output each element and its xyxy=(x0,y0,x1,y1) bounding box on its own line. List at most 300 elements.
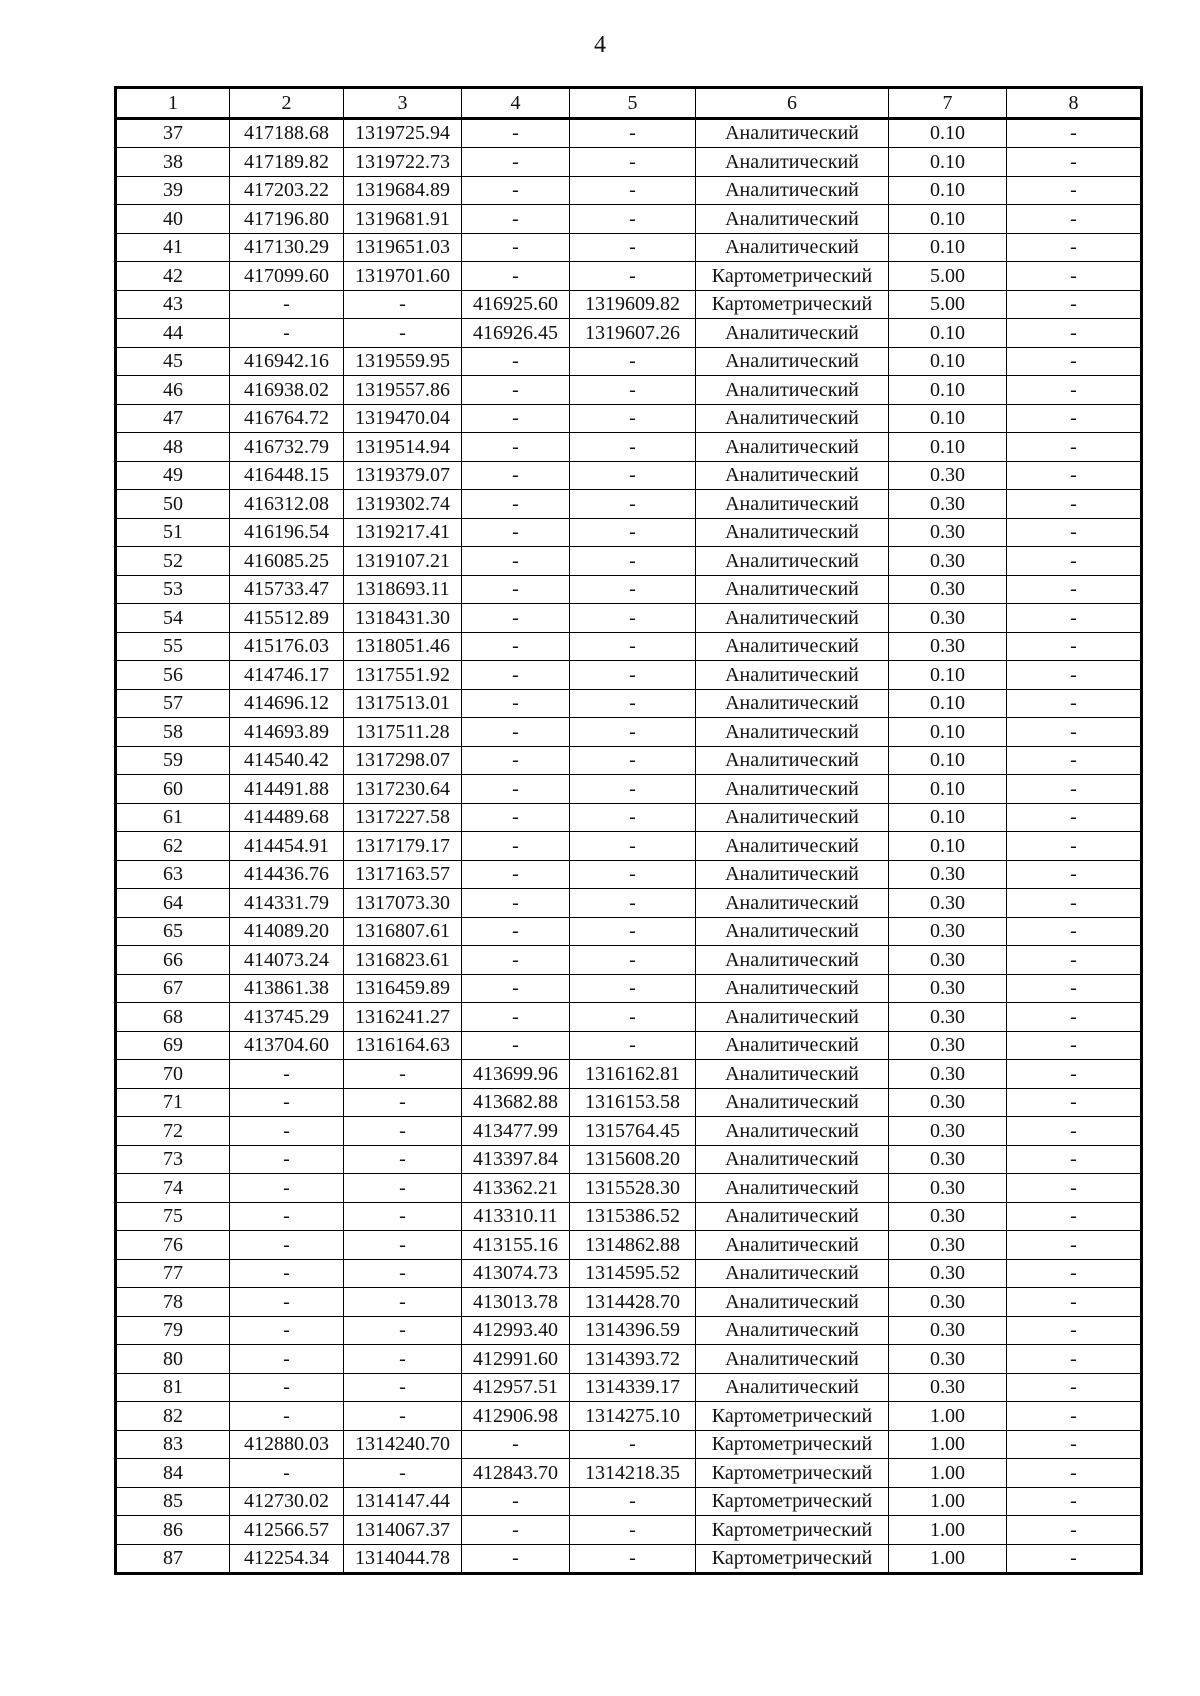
cell-accuracy: 0.30 xyxy=(889,946,1007,975)
cell-coord-x-new: - xyxy=(462,775,570,804)
cell-accuracy: 0.30 xyxy=(889,547,1007,576)
cell-description: - xyxy=(1007,118,1142,148)
table-row xyxy=(116,974,1142,1003)
cell-description: - xyxy=(1007,1288,1142,1317)
table-row xyxy=(116,404,1142,433)
cell-coord-y-existing: 1318051.46 xyxy=(344,632,462,661)
table-row xyxy=(116,1060,1142,1089)
cell-point-number: 73 xyxy=(116,1145,230,1174)
cell-coord-x-new: - xyxy=(462,1544,570,1574)
cell-coord-y-new: 1314428.70 xyxy=(570,1288,696,1317)
cell-coord-y-existing: - xyxy=(344,1373,462,1402)
cell-coord-y-existing: - xyxy=(344,290,462,319)
cell-method: Аналитический xyxy=(696,1060,889,1089)
cell-coord-x-new: 413310.11 xyxy=(462,1202,570,1231)
cell-coord-y-new: - xyxy=(570,718,696,747)
cell-accuracy: 1.00 xyxy=(889,1487,1007,1516)
cell-method: Аналитический xyxy=(696,518,889,547)
cell-accuracy: 1.00 xyxy=(889,1459,1007,1488)
cell-coord-x-existing: 414746.17 xyxy=(230,661,344,690)
cell-coord-y-existing: - xyxy=(344,1259,462,1288)
cell-accuracy: 0.30 xyxy=(889,1117,1007,1146)
cell-coord-y-existing: 1316241.27 xyxy=(344,1003,462,1032)
cell-coord-y-existing: 1319379.07 xyxy=(344,461,462,490)
cell-coord-x-new: 413074.73 xyxy=(462,1259,570,1288)
cell-coord-y-new: - xyxy=(570,176,696,205)
cell-description: - xyxy=(1007,376,1142,405)
cell-accuracy: 0.30 xyxy=(889,917,1007,946)
cell-description: - xyxy=(1007,1117,1142,1146)
cell-point-number: 59 xyxy=(116,746,230,775)
cell-method: Аналитический xyxy=(696,860,889,889)
cell-coord-y-existing: - xyxy=(344,319,462,348)
table-row xyxy=(116,632,1142,661)
cell-coord-y-new: - xyxy=(570,746,696,775)
cell-accuracy: 0.30 xyxy=(889,1231,1007,1260)
cell-coord-x-new: 413155.16 xyxy=(462,1231,570,1260)
cell-coord-x-new: - xyxy=(462,746,570,775)
cell-description: - xyxy=(1007,433,1142,462)
cell-coord-x-new: - xyxy=(462,1487,570,1516)
cell-accuracy: 0.10 xyxy=(889,319,1007,348)
cell-coord-x-existing: 414454.91 xyxy=(230,832,344,861)
cell-point-number: 37 xyxy=(116,118,230,148)
cell-point-number: 42 xyxy=(116,262,230,291)
cell-accuracy: 0.30 xyxy=(889,604,1007,633)
table-row xyxy=(116,1031,1142,1060)
table-row xyxy=(116,376,1142,405)
cell-description: - xyxy=(1007,1174,1142,1203)
cell-point-number: 67 xyxy=(116,974,230,1003)
cell-accuracy: 0.10 xyxy=(889,404,1007,433)
cell-coord-y-new: 1314275.10 xyxy=(570,1402,696,1431)
cell-method: Аналитический xyxy=(696,547,889,576)
cell-coord-y-existing: 1319557.86 xyxy=(344,376,462,405)
cell-coord-y-new: - xyxy=(570,1516,696,1545)
cell-coord-y-new: - xyxy=(570,1003,696,1032)
cell-point-number: 75 xyxy=(116,1202,230,1231)
cell-point-number: 69 xyxy=(116,1031,230,1060)
cell-coord-x-new: - xyxy=(462,1031,570,1060)
cell-coord-x-new: - xyxy=(462,946,570,975)
cell-coord-y-existing: 1314147.44 xyxy=(344,1487,462,1516)
cell-coord-y-new: 1314339.17 xyxy=(570,1373,696,1402)
column-header-4: 4 xyxy=(462,88,570,119)
column-header-2: 2 xyxy=(230,88,344,119)
cell-description: - xyxy=(1007,1373,1142,1402)
cell-coord-y-new: - xyxy=(570,376,696,405)
cell-description: - xyxy=(1007,632,1142,661)
cell-method: Аналитический xyxy=(696,205,889,234)
cell-coord-y-existing: 1317513.01 xyxy=(344,689,462,718)
cell-point-number: 43 xyxy=(116,290,230,319)
cell-coord-y-new: - xyxy=(570,689,696,718)
cell-description: - xyxy=(1007,661,1142,690)
table-row xyxy=(116,1430,1142,1459)
cell-method: Аналитический xyxy=(696,1231,889,1260)
cell-description: - xyxy=(1007,1202,1142,1231)
cell-description: - xyxy=(1007,461,1142,490)
cell-method: Аналитический xyxy=(696,575,889,604)
cell-coord-x-new: - xyxy=(462,1430,570,1459)
cell-description: - xyxy=(1007,889,1142,918)
cell-method: Аналитический xyxy=(696,319,889,348)
table-row xyxy=(116,118,1142,148)
cell-coord-x-new: - xyxy=(462,148,570,177)
cell-coord-y-existing: - xyxy=(344,1145,462,1174)
cell-accuracy: 0.10 xyxy=(889,233,1007,262)
table-row xyxy=(116,803,1142,832)
cell-description: - xyxy=(1007,1516,1142,1545)
cell-method: Картометрический xyxy=(696,1516,889,1545)
cell-description: - xyxy=(1007,1487,1142,1516)
cell-method: Аналитический xyxy=(696,1202,889,1231)
cell-coord-y-new: - xyxy=(570,490,696,519)
column-header-3: 3 xyxy=(344,88,462,119)
cell-point-number: 56 xyxy=(116,661,230,690)
table-row xyxy=(116,461,1142,490)
cell-coord-y-existing: 1317179.17 xyxy=(344,832,462,861)
table-row xyxy=(116,1316,1142,1345)
cell-method: Аналитический xyxy=(696,1345,889,1374)
cell-coord-x-existing: 414696.12 xyxy=(230,689,344,718)
column-header-5: 5 xyxy=(570,88,696,119)
cell-description: - xyxy=(1007,1316,1142,1345)
cell-coord-x-existing: 416938.02 xyxy=(230,376,344,405)
cell-description: - xyxy=(1007,718,1142,747)
table-row xyxy=(116,746,1142,775)
cell-coord-y-existing: 1316164.63 xyxy=(344,1031,462,1060)
cell-accuracy: 0.30 xyxy=(889,860,1007,889)
cell-coord-y-new: 1314862.88 xyxy=(570,1231,696,1260)
cell-coord-y-new: - xyxy=(570,575,696,604)
cell-coord-x-new: - xyxy=(462,233,570,262)
cell-coord-x-new: - xyxy=(462,433,570,462)
cell-method: Аналитический xyxy=(696,1174,889,1203)
cell-coord-x-new: 416926.45 xyxy=(462,319,570,348)
cell-coord-y-new: - xyxy=(570,1031,696,1060)
cell-coord-x-existing: - xyxy=(230,1202,344,1231)
cell-method: Аналитический xyxy=(696,661,889,690)
cell-coord-x-existing: - xyxy=(230,1459,344,1488)
cell-method: Аналитический xyxy=(696,775,889,804)
table-row xyxy=(116,518,1142,547)
cell-coord-y-existing: - xyxy=(344,1288,462,1317)
cell-coord-x-existing: - xyxy=(230,1231,344,1260)
cell-point-number: 52 xyxy=(116,547,230,576)
cell-description: - xyxy=(1007,604,1142,633)
table-row xyxy=(116,661,1142,690)
table-row xyxy=(116,1516,1142,1545)
table-row xyxy=(116,860,1142,889)
cell-coord-y-new: - xyxy=(570,518,696,547)
cell-point-number: 62 xyxy=(116,832,230,861)
cell-coord-x-new: - xyxy=(462,490,570,519)
cell-point-number: 58 xyxy=(116,718,230,747)
cell-coord-x-existing: 414540.42 xyxy=(230,746,344,775)
cell-coord-x-new: - xyxy=(462,404,570,433)
table-row xyxy=(116,1003,1142,1032)
cell-coord-y-new: - xyxy=(570,803,696,832)
cell-method: Картометрический xyxy=(696,1544,889,1574)
cell-method: Аналитический xyxy=(696,1145,889,1174)
cell-coord-x-new: - xyxy=(462,860,570,889)
cell-coord-x-existing: - xyxy=(230,1373,344,1402)
cell-description: - xyxy=(1007,347,1142,376)
cell-coord-y-new: 1315608.20 xyxy=(570,1145,696,1174)
cell-coord-y-existing: 1319559.95 xyxy=(344,347,462,376)
cell-coord-x-existing: 414073.24 xyxy=(230,946,344,975)
cell-method: Аналитический xyxy=(696,176,889,205)
cell-method: Аналитический xyxy=(696,604,889,633)
table-row xyxy=(116,917,1142,946)
cell-coord-x-new: 413362.21 xyxy=(462,1174,570,1203)
cell-coord-y-existing: 1317227.58 xyxy=(344,803,462,832)
cell-accuracy: 0.10 xyxy=(889,775,1007,804)
cell-coord-x-existing: 416196.54 xyxy=(230,518,344,547)
table-row xyxy=(116,205,1142,234)
cell-coord-y-new: - xyxy=(570,604,696,633)
cell-description: - xyxy=(1007,1459,1142,1488)
cell-description: - xyxy=(1007,1345,1142,1374)
cell-coord-x-new: 412906.98 xyxy=(462,1402,570,1431)
cell-coord-x-new: - xyxy=(462,547,570,576)
cell-description: - xyxy=(1007,205,1142,234)
cell-point-number: 40 xyxy=(116,205,230,234)
cell-accuracy: 0.10 xyxy=(889,661,1007,690)
column-header-1: 1 xyxy=(116,88,230,119)
cell-coord-x-existing: 413704.60 xyxy=(230,1031,344,1060)
table-row xyxy=(116,262,1142,291)
cell-description: - xyxy=(1007,1003,1142,1032)
page-number: 4 xyxy=(594,32,606,58)
cell-method: Аналитический xyxy=(696,1316,889,1345)
cell-coord-y-existing: 1319722.73 xyxy=(344,148,462,177)
cell-method: Аналитический xyxy=(696,1288,889,1317)
table-row xyxy=(116,319,1142,348)
cell-point-number: 50 xyxy=(116,490,230,519)
cell-coord-y-new: - xyxy=(570,433,696,462)
cell-method: Аналитический xyxy=(696,461,889,490)
cell-coord-x-new: - xyxy=(462,575,570,604)
cell-coord-y-new: - xyxy=(570,661,696,690)
cell-coord-x-new: - xyxy=(462,347,570,376)
cell-accuracy: 0.30 xyxy=(889,1202,1007,1231)
cell-point-number: 63 xyxy=(116,860,230,889)
cell-description: - xyxy=(1007,974,1142,1003)
table-row xyxy=(116,547,1142,576)
cell-coord-y-new: - xyxy=(570,148,696,177)
cell-description: - xyxy=(1007,1430,1142,1459)
cell-coord-x-new: - xyxy=(462,176,570,205)
cell-method: Аналитический xyxy=(696,1088,889,1117)
cell-coord-y-new: 1314218.35 xyxy=(570,1459,696,1488)
cell-accuracy: 1.00 xyxy=(889,1430,1007,1459)
cell-coord-y-new: 1315386.52 xyxy=(570,1202,696,1231)
cell-description: - xyxy=(1007,290,1142,319)
cell-method: Аналитический xyxy=(696,632,889,661)
table-row xyxy=(116,1231,1142,1260)
cell-accuracy: 0.10 xyxy=(889,376,1007,405)
cell-point-number: 54 xyxy=(116,604,230,633)
cell-coord-x-new: - xyxy=(462,661,570,690)
cell-point-number: 46 xyxy=(116,376,230,405)
cell-description: - xyxy=(1007,1231,1142,1260)
cell-coord-y-new: - xyxy=(570,118,696,148)
cell-method: Аналитический xyxy=(696,746,889,775)
cell-accuracy: 0.30 xyxy=(889,1003,1007,1032)
cell-description: - xyxy=(1007,860,1142,889)
cell-coord-x-new: - xyxy=(462,118,570,148)
cell-point-number: 68 xyxy=(116,1003,230,1032)
table-row xyxy=(116,1345,1142,1374)
cell-point-number: 74 xyxy=(116,1174,230,1203)
cell-description: - xyxy=(1007,319,1142,348)
cell-coord-x-new: - xyxy=(462,832,570,861)
cell-accuracy: 0.30 xyxy=(889,632,1007,661)
cell-point-number: 39 xyxy=(116,176,230,205)
table-row xyxy=(116,689,1142,718)
cell-coord-x-existing: - xyxy=(230,1117,344,1146)
cell-coord-y-new: - xyxy=(570,1430,696,1459)
cell-accuracy: 0.10 xyxy=(889,205,1007,234)
table-row xyxy=(116,1174,1142,1203)
table-row xyxy=(116,1487,1142,1516)
cell-description: - xyxy=(1007,575,1142,604)
cell-point-number: 78 xyxy=(116,1288,230,1317)
cell-coord-y-new: - xyxy=(570,205,696,234)
cell-coord-y-new: - xyxy=(570,347,696,376)
cell-coord-y-new: - xyxy=(570,547,696,576)
table-row xyxy=(116,1459,1142,1488)
cell-coord-x-existing: - xyxy=(230,290,344,319)
table-row xyxy=(116,1288,1142,1317)
cell-coord-y-existing: - xyxy=(344,1117,462,1146)
cell-method: Аналитический xyxy=(696,889,889,918)
cell-accuracy: 0.10 xyxy=(889,148,1007,177)
table-row xyxy=(116,889,1142,918)
cell-description: - xyxy=(1007,547,1142,576)
cell-coord-x-existing: 414491.88 xyxy=(230,775,344,804)
cell-accuracy: 0.10 xyxy=(889,118,1007,148)
cell-coord-x-existing: 415733.47 xyxy=(230,575,344,604)
cell-coord-x-existing: 414089.20 xyxy=(230,917,344,946)
cell-method: Аналитический xyxy=(696,148,889,177)
cell-description: - xyxy=(1007,1145,1142,1174)
cell-accuracy: 0.30 xyxy=(889,1345,1007,1374)
cell-coord-x-existing: 417189.82 xyxy=(230,148,344,177)
cell-method: Аналитический xyxy=(696,718,889,747)
cell-coord-x-new: - xyxy=(462,917,570,946)
cell-coord-y-existing: 1316459.89 xyxy=(344,974,462,1003)
cell-point-number: 77 xyxy=(116,1259,230,1288)
cell-coord-x-new: 413013.78 xyxy=(462,1288,570,1317)
cell-coord-x-existing: 412254.34 xyxy=(230,1544,344,1574)
table-row xyxy=(116,832,1142,861)
table-row xyxy=(116,575,1142,604)
cell-coord-y-existing: 1319514.94 xyxy=(344,433,462,462)
cell-coord-x-new: - xyxy=(462,461,570,490)
cell-coord-x-existing: - xyxy=(230,1345,344,1374)
cell-coord-x-new: - xyxy=(462,889,570,918)
cell-point-number: 64 xyxy=(116,889,230,918)
cell-coord-x-new: 413699.96 xyxy=(462,1060,570,1089)
cell-coord-x-new: - xyxy=(462,262,570,291)
cell-coord-x-existing: 416764.72 xyxy=(230,404,344,433)
cell-coord-y-new: 1316162.81 xyxy=(570,1060,696,1089)
cell-description: - xyxy=(1007,148,1142,177)
cell-coord-y-existing: 1318431.30 xyxy=(344,604,462,633)
cell-coord-y-new: 1319609.82 xyxy=(570,290,696,319)
cell-coord-x-existing: 415176.03 xyxy=(230,632,344,661)
cell-coord-y-new: - xyxy=(570,1544,696,1574)
table-row xyxy=(116,176,1142,205)
cell-method: Аналитический xyxy=(696,1031,889,1060)
table-row xyxy=(116,1544,1142,1574)
cell-accuracy: 0.30 xyxy=(889,1031,1007,1060)
cell-accuracy: 0.10 xyxy=(889,803,1007,832)
cell-coord-x-existing: 414331.79 xyxy=(230,889,344,918)
cell-coord-x-existing: 416732.79 xyxy=(230,433,344,462)
cell-description: - xyxy=(1007,176,1142,205)
cell-coord-y-existing: - xyxy=(344,1345,462,1374)
cell-coord-y-new: - xyxy=(570,404,696,433)
cell-point-number: 44 xyxy=(116,319,230,348)
cell-method: Аналитический xyxy=(696,1117,889,1146)
cell-method: Аналитический xyxy=(696,974,889,1003)
cell-description: - xyxy=(1007,1088,1142,1117)
cell-accuracy: 0.30 xyxy=(889,1060,1007,1089)
cell-method: Аналитический xyxy=(696,917,889,946)
column-header-7: 7 xyxy=(889,88,1007,119)
cell-coord-x-existing: - xyxy=(230,1259,344,1288)
cell-coord-x-new: 412993.40 xyxy=(462,1316,570,1345)
cell-description: - xyxy=(1007,775,1142,804)
cell-method: Аналитический xyxy=(696,433,889,462)
cell-coord-x-existing: 416312.08 xyxy=(230,490,344,519)
cell-method: Картометрический xyxy=(696,1402,889,1431)
cell-coord-x-existing: 417130.29 xyxy=(230,233,344,262)
table-row xyxy=(116,1259,1142,1288)
cell-coord-x-existing: 412566.57 xyxy=(230,1516,344,1545)
cell-description: - xyxy=(1007,917,1142,946)
cell-coord-y-existing: 1319684.89 xyxy=(344,176,462,205)
cell-description: - xyxy=(1007,1544,1142,1574)
cell-point-number: 38 xyxy=(116,148,230,177)
cell-coord-y-existing: - xyxy=(344,1402,462,1431)
cell-coord-y-new: - xyxy=(570,233,696,262)
cell-coord-y-existing: 1314044.78 xyxy=(344,1544,462,1574)
cell-method: Картометрический xyxy=(696,1487,889,1516)
cell-method: Аналитический xyxy=(696,347,889,376)
cell-point-number: 45 xyxy=(116,347,230,376)
cell-coord-x-existing: 413745.29 xyxy=(230,1003,344,1032)
cell-coord-y-existing: 1314240.70 xyxy=(344,1430,462,1459)
cell-accuracy: 0.30 xyxy=(889,1288,1007,1317)
cell-point-number: 60 xyxy=(116,775,230,804)
cell-coord-x-existing: 417203.22 xyxy=(230,176,344,205)
cell-accuracy: 0.10 xyxy=(889,718,1007,747)
cell-coord-y-existing: 1319302.74 xyxy=(344,490,462,519)
cell-coord-x-new: 412957.51 xyxy=(462,1373,570,1402)
cell-description: - xyxy=(1007,689,1142,718)
cell-accuracy: 0.30 xyxy=(889,889,1007,918)
cell-coord-x-existing: - xyxy=(230,1288,344,1317)
cell-point-number: 65 xyxy=(116,917,230,946)
cell-accuracy: 1.00 xyxy=(889,1516,1007,1545)
cell-point-number: 51 xyxy=(116,518,230,547)
cell-coord-y-new: - xyxy=(570,917,696,946)
